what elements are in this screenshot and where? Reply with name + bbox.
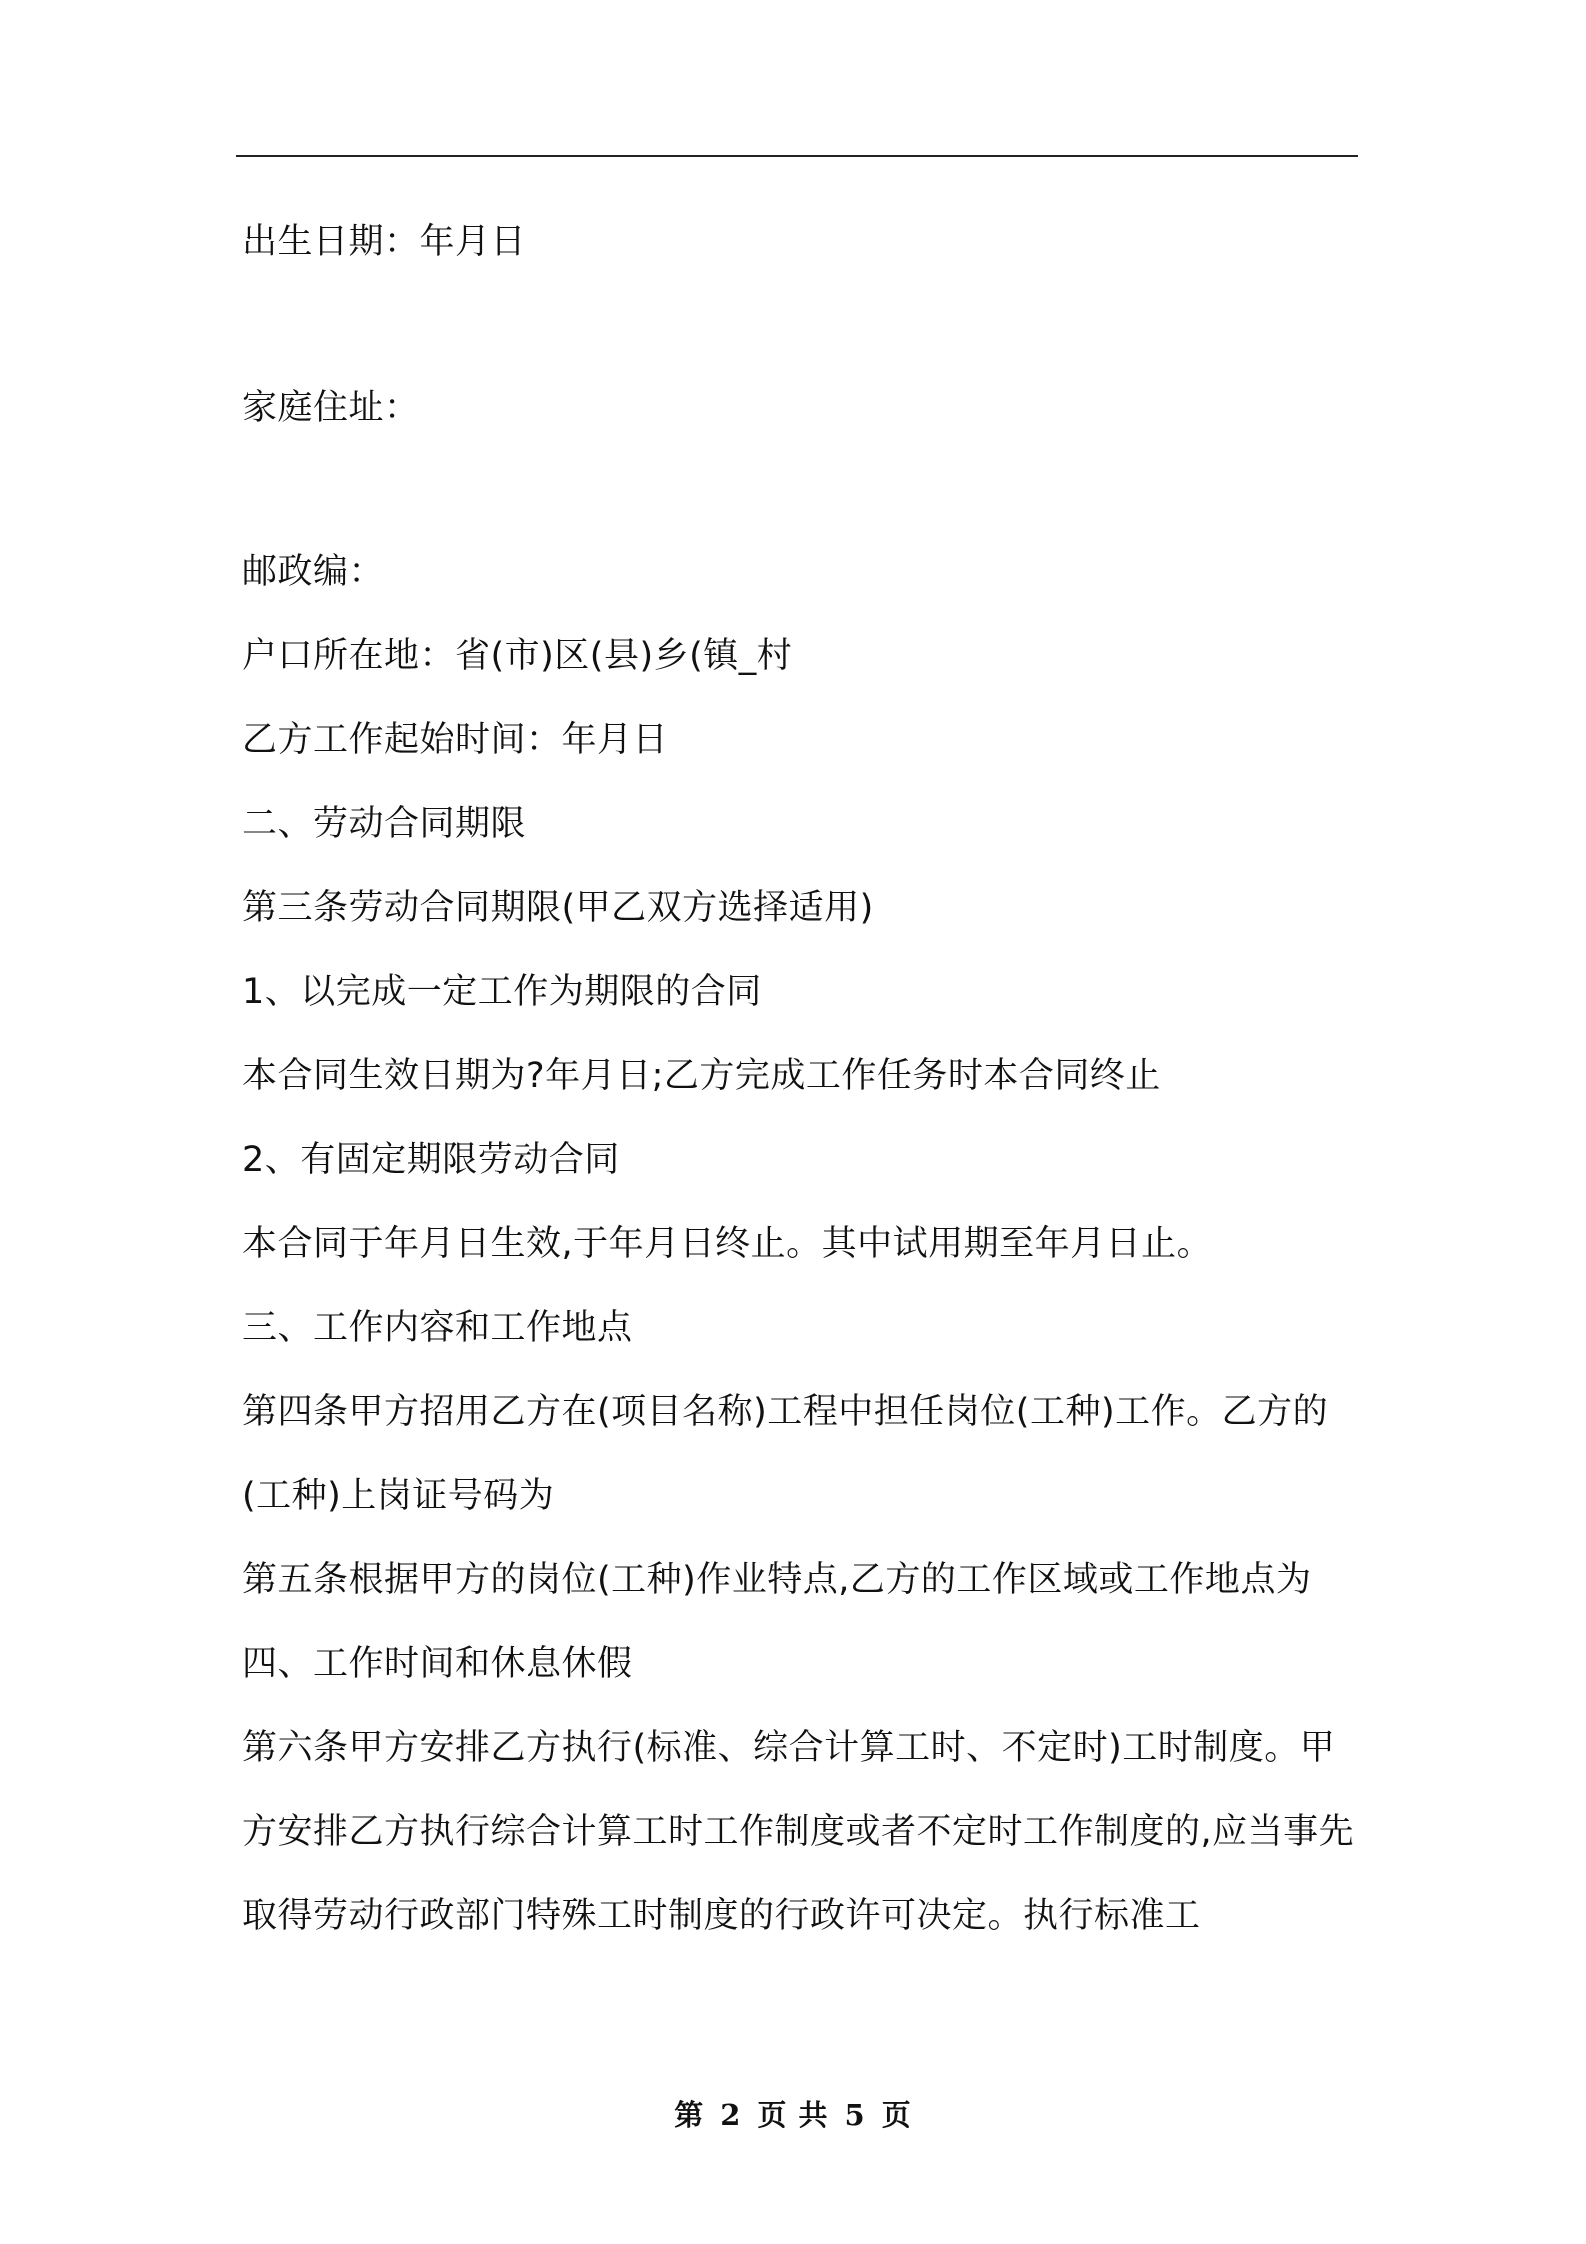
- section-heading-contract-term: 二、劳动合同期限: [242, 804, 527, 844]
- article-four: 第四条甲方招用乙方在(项目名称)工程中担任岗位(工种)工作。乙方的(工种)上岗证号码为: [242, 1392, 1329, 1516]
- item-one-text: 本合同生效日期为?年月日;乙方完成工作任务时本合同终止: [242, 1056, 1161, 1096]
- footer-prefix: 第: [674, 2098, 705, 2132]
- article-six: 第六条甲方安排乙方执行(标准、综合计算工时、不定时)工时制度。甲方安排乙方执行综合计算工时工作制度或者不定时工作制度的,应当事先取得劳动行政部门特殊工时制度的行政许可决定。执行标准工: [242, 1728, 1355, 1936]
- home-address-line: 家庭住址：: [242, 388, 420, 428]
- document-body: [242, 200, 1362, 1958]
- footer-current-page: 2: [720, 2098, 742, 2132]
- page-footer: [0, 2093, 1586, 2134]
- item-two-text: 本合同于年月日生效,于年月日终止。其中试用期至年月日止。: [242, 1224, 1213, 1264]
- birth-date-line: 出生日期：年月日: [242, 222, 527, 262]
- article-five: 第五条根据甲方的岗位(工种)作业特点,乙方的工作区域或工作地点为: [242, 1560, 1312, 1600]
- footer-total-pages: 5: [844, 2098, 866, 2132]
- section-heading-work-content: 三、工作内容和工作地点: [242, 1308, 633, 1348]
- postal-code-line: 邮政编：: [242, 552, 385, 592]
- item-two-heading: 2、有固定期限劳动合同: [242, 1140, 620, 1180]
- footer-suffix: 页: [881, 2098, 912, 2132]
- start-date-line: 乙方工作起始时间：年月日: [242, 720, 669, 760]
- item-one-heading: 1、以完成一定工作为期限的合同: [242, 972, 762, 1012]
- header-rule: [236, 155, 1358, 157]
- footer-middle: 页 共: [757, 2098, 829, 2132]
- article-three: 第三条劳动合同期限(甲乙双方选择适用): [242, 888, 874, 928]
- household-registration-line: 户口所在地：省(市)区(县)乡(镇_村: [242, 636, 793, 676]
- section-heading-work-hours: 四、工作时间和休息休假: [242, 1644, 633, 1684]
